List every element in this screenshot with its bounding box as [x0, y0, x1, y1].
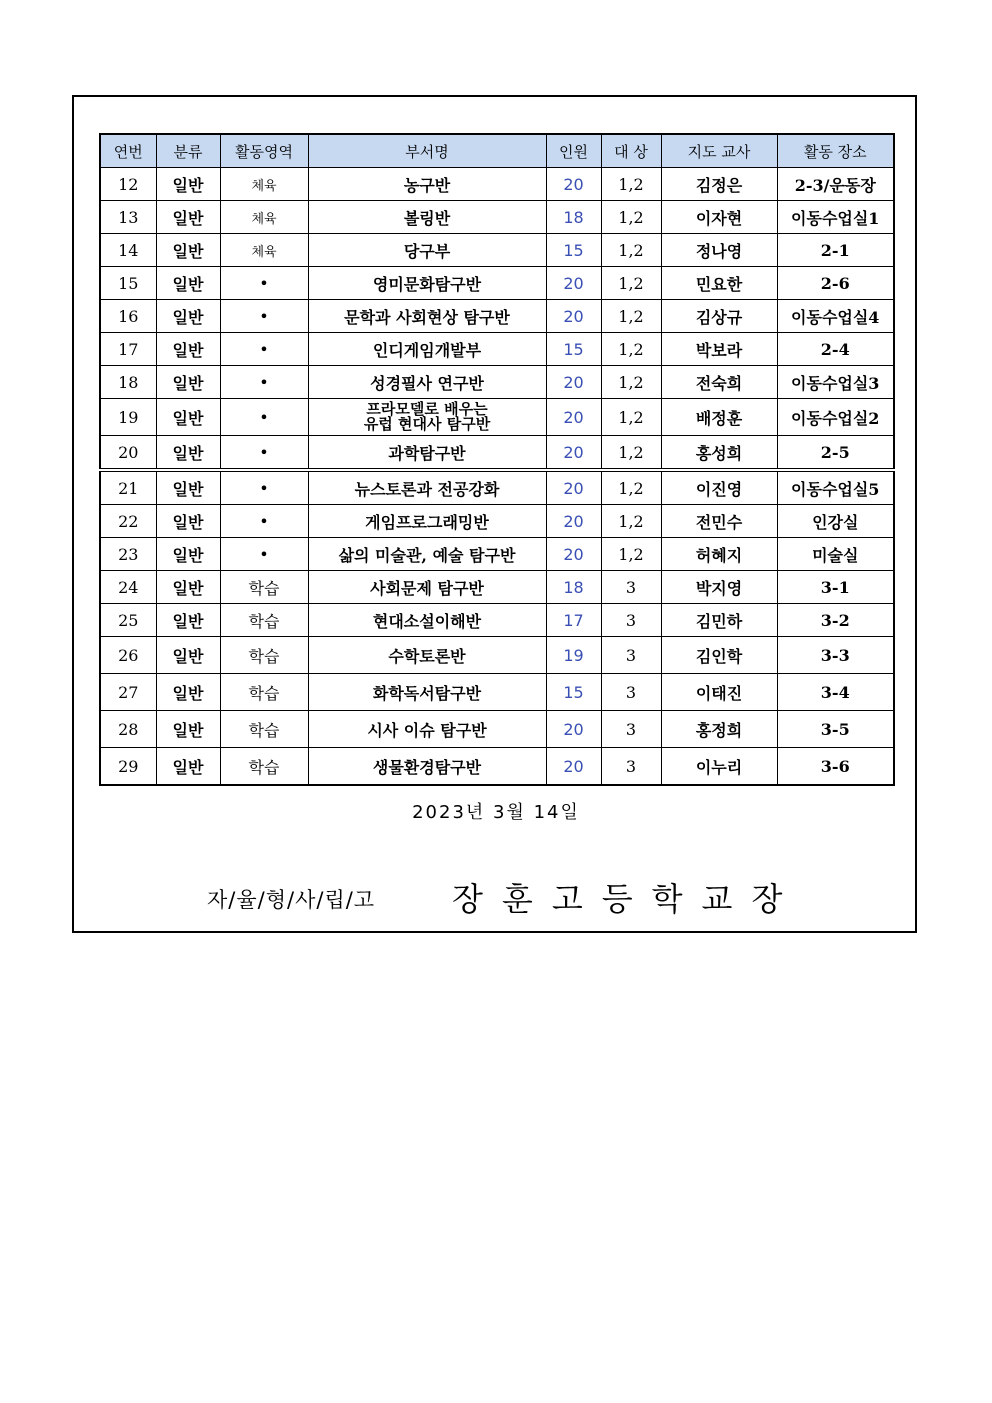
table-row: [100, 637, 894, 674]
row-category: 일반: [156, 300, 220, 333]
row-teacher: 전민수: [661, 505, 777, 538]
row-club-name: 게임프로그래밍반: [308, 505, 546, 538]
row-area: 학습: [220, 711, 308, 748]
row-no: 13: [100, 201, 156, 234]
row-target: 3: [601, 637, 661, 674]
table-row: [100, 470, 894, 505]
row-no: 28: [100, 711, 156, 748]
row-category: 일반: [156, 604, 220, 637]
row-area: 체육: [220, 234, 308, 267]
row-no: 15: [100, 267, 156, 300]
row-teacher: 이누리: [661, 748, 777, 786]
header-place: 활동 장소: [777, 134, 894, 168]
club-name-line-2: 유럽 현대사 탐구반: [363, 415, 491, 433]
row-target: 1,2: [601, 505, 661, 538]
row-no: 23: [100, 538, 156, 571]
row-target: 1,2: [601, 333, 661, 366]
row-place: 이동수업실4: [777, 300, 894, 333]
row-no: 12: [100, 168, 156, 201]
row-target: 3: [601, 674, 661, 711]
row-place: 3-2: [777, 604, 894, 637]
row-count: 18: [546, 571, 601, 604]
header-no: 연번: [100, 134, 156, 168]
row-club-name: 삶의 미술관, 예술 탐구반: [308, 538, 546, 571]
row-category: 일반: [156, 637, 220, 674]
row-category: 일반: [156, 571, 220, 604]
row-area: 학습: [220, 674, 308, 711]
row-category: 일반: [156, 711, 220, 748]
row-place: 이동수업실5: [777, 470, 894, 505]
header-teacher: 지도 교사: [661, 134, 777, 168]
row-category: 일반: [156, 234, 220, 267]
row-teacher: 김정은: [661, 168, 777, 201]
row-count: 18: [546, 201, 601, 234]
row-count: 20: [546, 711, 601, 748]
row-no: 20: [100, 436, 156, 471]
header-target: 대 상: [601, 134, 661, 168]
header-category: 분류: [156, 134, 220, 168]
principal-signature: 장훈고등학교장: [452, 880, 802, 918]
table-row: [100, 300, 894, 333]
row-no: 17: [100, 333, 156, 366]
row-area: 체육: [220, 168, 308, 201]
row-place: 이동수업실1: [777, 201, 894, 234]
row-category: 일반: [156, 436, 220, 471]
row-target: 1,2: [601, 538, 661, 571]
row-category: 일반: [156, 674, 220, 711]
row-place: 2-6: [777, 267, 894, 300]
school-type-label: 자/율/형/사/립/고: [207, 888, 376, 912]
table-row: [100, 604, 894, 637]
row-target: 1,2: [601, 399, 661, 436]
row-category: 일반: [156, 201, 220, 234]
table-row: [100, 399, 894, 436]
table-header-row: [100, 134, 894, 168]
row-place: 이동수업실2: [777, 399, 894, 436]
row-count: 20: [546, 470, 601, 505]
row-area-bullet: •: [220, 267, 308, 300]
row-area-bullet: •: [220, 399, 308, 436]
table-row: [100, 711, 894, 748]
row-target: 1,2: [601, 470, 661, 505]
row-club-name: 화학독서탐구반: [308, 674, 546, 711]
row-target: 1,2: [601, 201, 661, 234]
row-area-bullet: •: [220, 333, 308, 366]
row-teacher: 배정훈: [661, 399, 777, 436]
table-row: [100, 201, 894, 234]
row-target: 3: [601, 711, 661, 748]
row-place: 2-3/운동장: [777, 168, 894, 201]
row-no: 27: [100, 674, 156, 711]
row-no: 16: [100, 300, 156, 333]
row-category: 일반: [156, 366, 220, 399]
row-place: 3-6: [777, 748, 894, 786]
row-club-name: 영미문화탐구반: [308, 267, 546, 300]
row-no: 26: [100, 637, 156, 674]
row-count: 20: [546, 300, 601, 333]
table-row: [100, 333, 894, 366]
row-no: 22: [100, 505, 156, 538]
table-row: [100, 538, 894, 571]
row-club-name: 과학탐구반: [308, 436, 546, 471]
row-area-bullet: •: [220, 505, 308, 538]
row-place: 3-4: [777, 674, 894, 711]
row-area-bullet: •: [220, 300, 308, 333]
row-target: 3: [601, 571, 661, 604]
table-row: [100, 505, 894, 538]
row-place: 인강실: [777, 505, 894, 538]
row-target: 1,2: [601, 300, 661, 333]
row-teacher: 김인학: [661, 637, 777, 674]
row-count: 20: [546, 505, 601, 538]
table-row: [100, 571, 894, 604]
row-teacher: 김상규: [661, 300, 777, 333]
row-area: 학습: [220, 748, 308, 786]
row-place: 미술실: [777, 538, 894, 571]
row-no: 25: [100, 604, 156, 637]
club-name-line-1: 프라모델로 배우는: [366, 400, 488, 418]
row-area: 학습: [220, 604, 308, 637]
row-count: 20: [546, 366, 601, 399]
row-club-name: 성경필사 연구반: [308, 366, 546, 399]
row-count: 15: [546, 674, 601, 711]
header-club-name: 부서명: [308, 134, 546, 168]
row-no: 24: [100, 571, 156, 604]
row-club-name: 사회문제 탐구반: [308, 571, 546, 604]
row-place: 2-5: [777, 436, 894, 471]
table-row: [100, 674, 894, 711]
table-row: [100, 234, 894, 267]
row-teacher: 전숙희: [661, 366, 777, 399]
row-teacher: 정나영: [661, 234, 777, 267]
row-category: 일반: [156, 168, 220, 201]
row-no: 18: [100, 366, 156, 399]
row-category: 일반: [156, 267, 220, 300]
table-row: [100, 366, 894, 399]
row-teacher: 박지영: [661, 571, 777, 604]
row-no: 14: [100, 234, 156, 267]
row-club-name: 시사 이슈 탐구반: [308, 711, 546, 748]
row-area: 학습: [220, 637, 308, 674]
row-club-name: [308, 399, 546, 436]
row-club-name: 뉴스토론과 전공강화: [308, 470, 546, 505]
row-count: 20: [546, 748, 601, 786]
row-club-name: 문학과 사회현상 탐구반: [308, 300, 546, 333]
row-teacher: 홍성희: [661, 436, 777, 471]
row-count: 20: [546, 168, 601, 201]
row-category: 일반: [156, 470, 220, 505]
row-count: 19: [546, 637, 601, 674]
row-club-name: 인디게임개발부: [308, 333, 546, 366]
club-table: [99, 133, 895, 786]
row-no: 21: [100, 470, 156, 505]
row-target: 1,2: [601, 366, 661, 399]
row-teacher: 박보라: [661, 333, 777, 366]
header-count: 인원: [546, 134, 601, 168]
table-row: [100, 267, 894, 300]
row-club-name: 농구반: [308, 168, 546, 201]
issue-date: 2023년 3월 14일: [412, 802, 580, 823]
row-category: 일반: [156, 538, 220, 571]
row-club-name: 수학토론반: [308, 637, 546, 674]
row-target: 1,2: [601, 168, 661, 201]
table-row: [100, 436, 894, 471]
row-target: 1,2: [601, 267, 661, 300]
row-category: 일반: [156, 505, 220, 538]
row-target: 3: [601, 604, 661, 637]
row-place: 3-3: [777, 637, 894, 674]
row-category: 일반: [156, 333, 220, 366]
row-area-bullet: •: [220, 366, 308, 399]
row-count: 20: [546, 436, 601, 471]
table-row: [100, 748, 894, 786]
row-teacher: 이자현: [661, 201, 777, 234]
row-target: 1,2: [601, 234, 661, 267]
row-teacher: 이태진: [661, 674, 777, 711]
row-target: 3: [601, 748, 661, 786]
row-place: 3-1: [777, 571, 894, 604]
row-place: 2-4: [777, 333, 894, 366]
row-area-bullet: •: [220, 470, 308, 505]
row-area: 학습: [220, 571, 308, 604]
row-target: 1,2: [601, 436, 661, 471]
row-no: 29: [100, 748, 156, 786]
row-club-name: 현대소설이해반: [308, 604, 546, 637]
header-area: 활동영역: [220, 134, 308, 168]
row-count: 15: [546, 234, 601, 267]
row-club-name: 볼링반: [308, 201, 546, 234]
row-no: 19: [100, 399, 156, 436]
row-area: 체육: [220, 201, 308, 234]
row-place: 이동수업실3: [777, 366, 894, 399]
row-place: 2-1: [777, 234, 894, 267]
row-club-name: 생물환경탐구반: [308, 748, 546, 786]
row-area-bullet: •: [220, 538, 308, 571]
row-count: 17: [546, 604, 601, 637]
row-count: 20: [546, 267, 601, 300]
row-count: 20: [546, 538, 601, 571]
table-row: [100, 168, 894, 201]
row-teacher: 이진영: [661, 470, 777, 505]
row-area-bullet: •: [220, 436, 308, 471]
row-count: 20: [546, 399, 601, 436]
row-teacher: 김민하: [661, 604, 777, 637]
row-count: 15: [546, 333, 601, 366]
row-teacher: 홍정희: [661, 711, 777, 748]
row-place: 3-5: [777, 711, 894, 748]
row-club-name: 당구부: [308, 234, 546, 267]
row-teacher: 허혜지: [661, 538, 777, 571]
row-category: 일반: [156, 399, 220, 436]
row-teacher: 민요한: [661, 267, 777, 300]
row-category: 일반: [156, 748, 220, 786]
